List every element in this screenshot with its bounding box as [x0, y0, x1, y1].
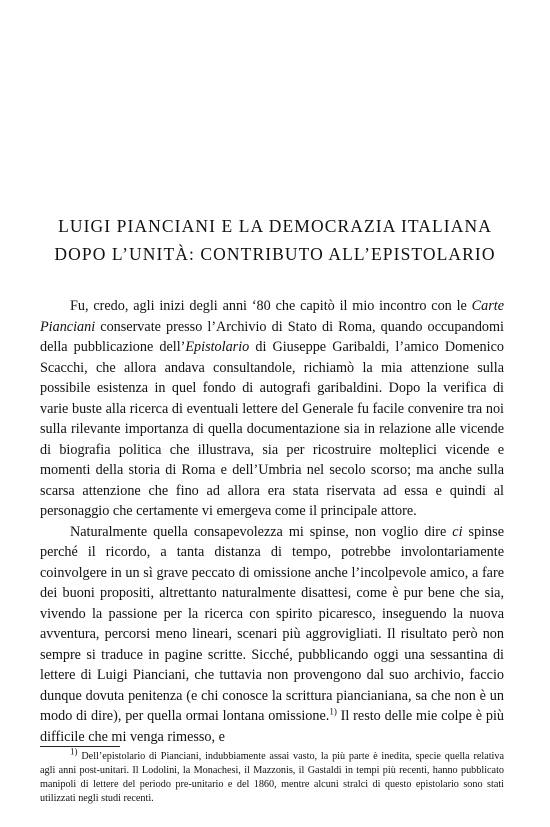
title-line-1: LUIGI PIANCIANI E LA DEMOCRAZIA ITALIANA	[58, 216, 492, 236]
paragraph-2-text-d: Il resto delle mie colpe è più difficile che mi venga rimesso, e	[40, 708, 504, 745]
paragraph-2-text-c: spinse perché il ricordo, a tanta distanza di tempo, potrebbe involontariamente coinvolgere in un sì grave peccato di omissione anche l’incolpevole amico, a fare dei buoni propositi, altrettanto naturalmente disattesi, come è pur bene che sia, vivendo la passione per la ricerca con spirito picaresco, inseguendo la nuova avventura, percorsi meno lineari, scenari più aggrovigliati. Il risultato però non sempre si traduce in pagine scritte. Sicché, pubblicando oggi una sessantina di lettere di Luigi Pianciani, che tuttavia non provengono dal suo archivio, faccio dunque dovuta penitenza (e chi conosce la scrittura piancianiana, sa che non è un modo di dire), per quella ormai lontana omissione.	[40, 523, 504, 724]
paragraph-1-italic-epistolario: Epistolario	[185, 339, 250, 355]
paragraph-1-text-c: conservate presso l’Archivio di Stato di Roma, quando occupandomi della pubblicazione dell’	[40, 318, 504, 355]
paragraph-1-text-a: Fu, credo, agli inizi degli anni ‘80 che capitò il mio incontro con le	[70, 298, 472, 314]
paragraph-1-text-e: di Giuseppe Garibaldi, l’amico Domenico Scacchi, che allora andava consultandole, richiamò la mia attenzione sulla possibile esistenza in quel fondo di autografi garibaldini. Dopo la verifica di varie buste alla ricerca di eventuali lettere del Generale fu facile convenire tra noi sulla rilevante importanza di quella documentazione sia in relazione alle vicende di biografia politica che illustrava, sia per ricostruire molteplici vicende e momenti della storia di Roma e dell’Umbria nel secolo scorso; ma anche sulla scarsa attenzione che fino ad allora era stata riservata ad essa e quindi al personaggio che certamente vi emergeva come il principale attore.	[40, 339, 504, 519]
paragraph-2-text-a: Naturalmente quella consapevolezza mi spinse, non voglio dire	[70, 523, 453, 540]
paragraph-1-italic-carte: Carte Pianciani	[40, 298, 504, 335]
footnote	[40, 746, 504, 806]
title-line-2: DOPO L’UNITÀ: CONTRIBUTO ALL’EPISTOLARIO	[54, 244, 496, 264]
paragraph-1	[40, 296, 504, 522]
paragraph-2	[40, 522, 504, 748]
footnote-reference[interactable]: 1)	[329, 706, 337, 717]
page-title	[30, 212, 520, 268]
footnote-text: Dell’epistolario di Pianciani, indubbiamente assai vasto, la più parte è inedita, specie quella relativa agli anni post-unitari. Il Lodolini, la Monachesi, il Mazzonis, il Gastaldi in tempi più recenti, hanno pubblicato manipoli di lettere del periodo pre-unitario e del 1860, mentre alcuni stralci di questo epistolario sono stati utilizzati negli studi recenti.	[40, 751, 504, 804]
footnote-mark: 1)	[70, 746, 78, 757]
body-text	[40, 296, 504, 747]
footnote-divider	[40, 746, 120, 747]
paragraph-2-italic-ci: ci	[452, 523, 463, 540]
